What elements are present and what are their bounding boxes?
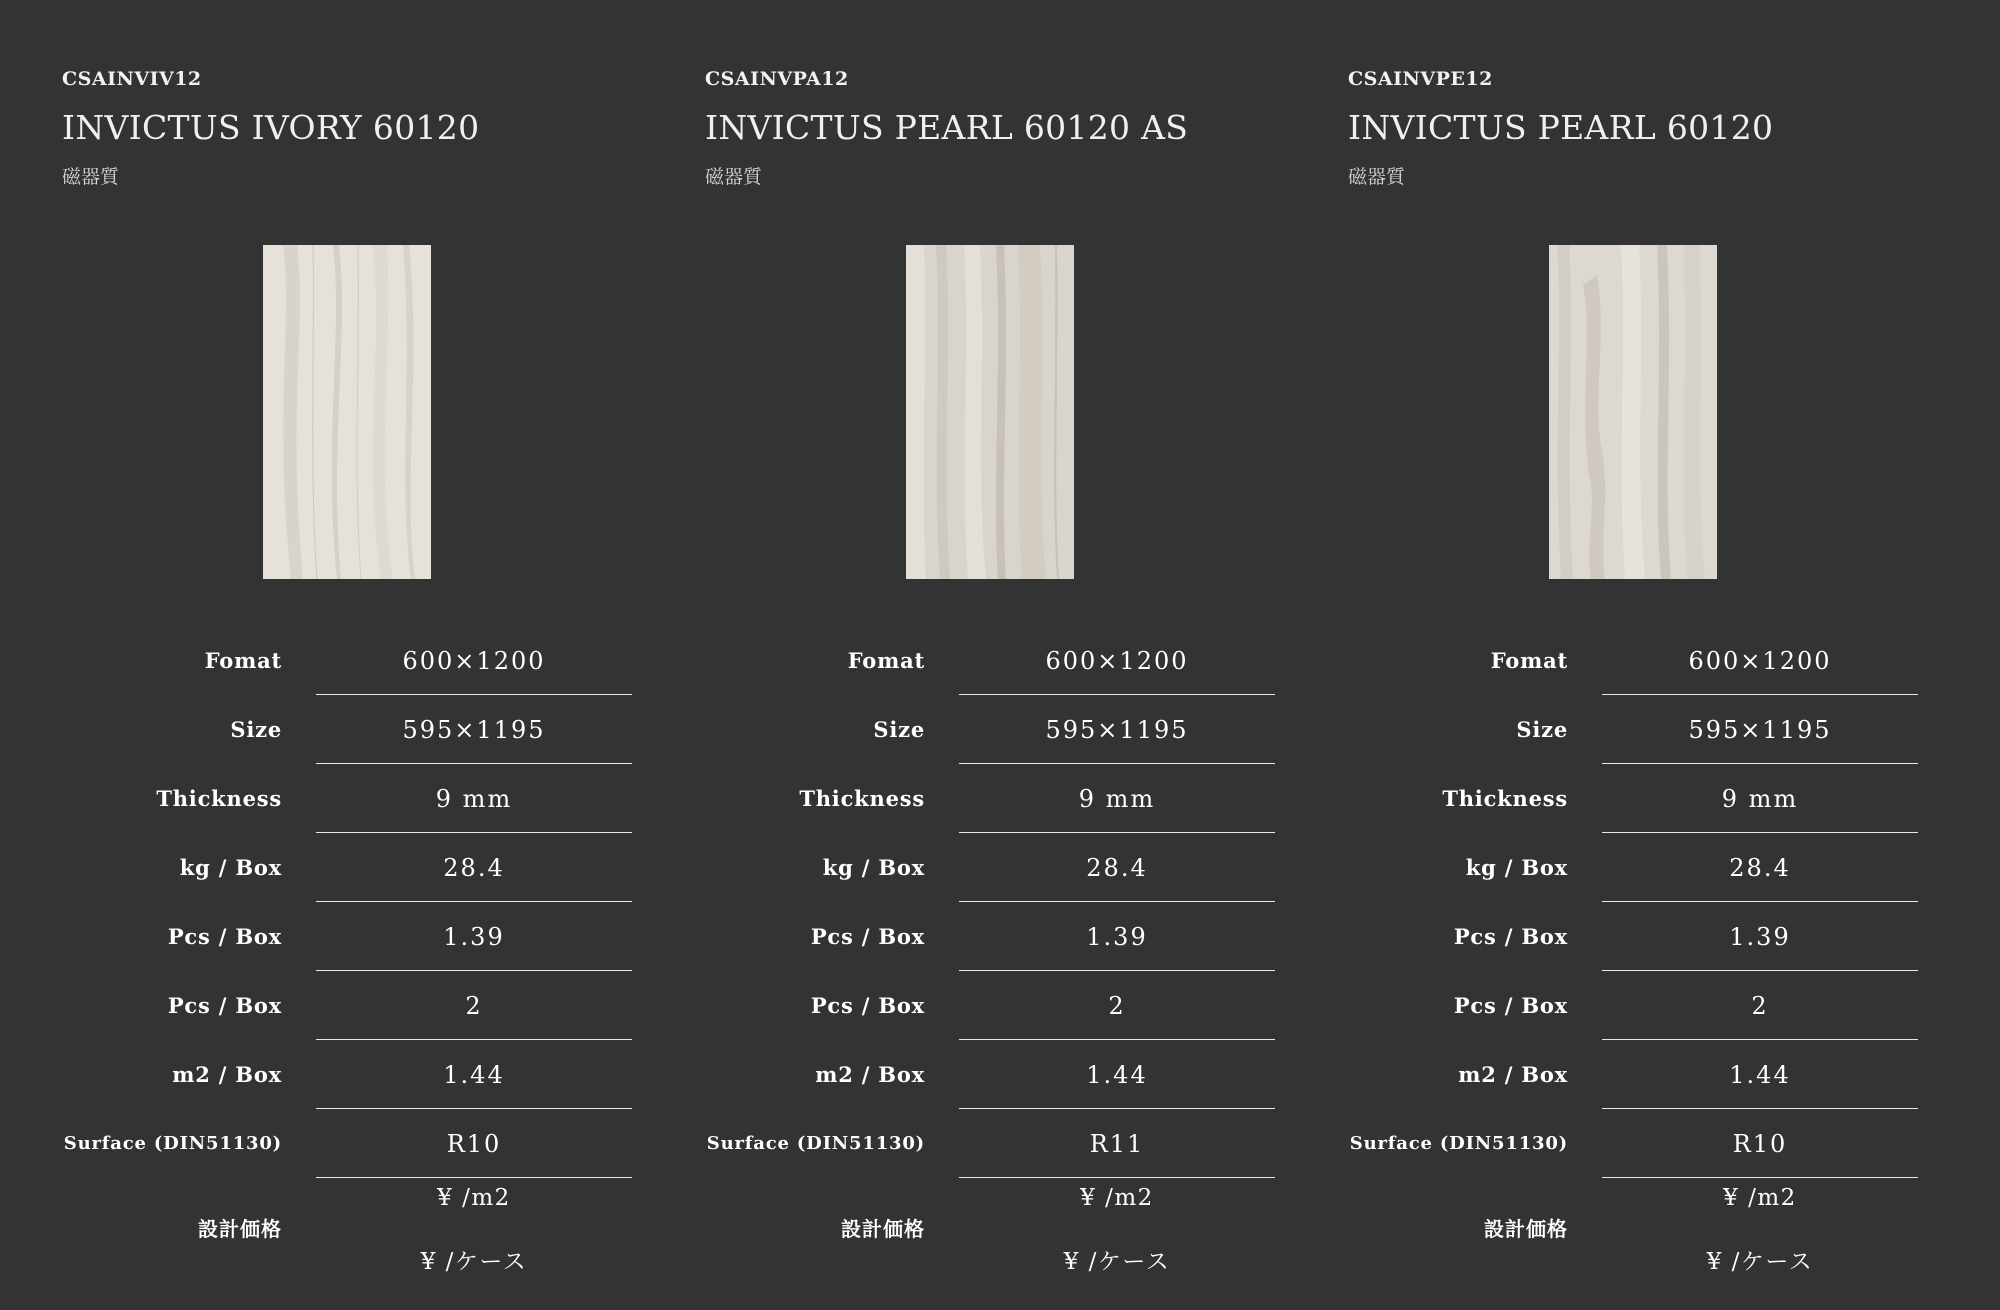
spec-value: 1.44 bbox=[1086, 1060, 1148, 1089]
spec-label: Fomat bbox=[847, 648, 925, 673]
spec-row-size bbox=[705, 695, 1275, 764]
spec-label: m2 / Box bbox=[172, 1062, 282, 1087]
spec-row-pcs-box bbox=[705, 971, 1275, 1040]
spec-row-pcs-box bbox=[1348, 971, 1918, 1040]
spec-label: m2 / Box bbox=[1458, 1062, 1568, 1087]
spec-row-size bbox=[1348, 695, 1918, 764]
spec-label: Size bbox=[873, 717, 925, 742]
price-label: 設計価格 bbox=[841, 1217, 925, 1241]
spec-label: Thickness bbox=[156, 786, 282, 811]
spec-label: Surface (DIN51130) bbox=[1349, 1133, 1568, 1154]
spec-row-thickness bbox=[1348, 764, 1918, 833]
spec-label: Thickness bbox=[1442, 786, 1568, 811]
spec-value: 595×1195 bbox=[402, 715, 546, 744]
spec-label: Pcs / Box bbox=[1453, 993, 1568, 1018]
spec-row-kg-box bbox=[1348, 833, 1918, 902]
spec-label: Fomat bbox=[1490, 648, 1568, 673]
tile-image bbox=[1549, 245, 1717, 579]
spec-value: 600×1200 bbox=[402, 646, 546, 675]
spec-label: Fomat bbox=[204, 648, 282, 673]
spec-row-surface bbox=[62, 1109, 632, 1178]
product-code: CSAINVPA12 bbox=[705, 68, 849, 90]
spec-label: Pcs / Box bbox=[167, 924, 282, 949]
product-material: 磁器質 bbox=[62, 166, 120, 188]
spec-row-pcs-box bbox=[62, 971, 632, 1040]
spec-label: m2 / Box bbox=[815, 1062, 925, 1087]
product-material: 磁器質 bbox=[705, 166, 763, 188]
tile-image bbox=[906, 245, 1074, 579]
spec-row-pcs-box bbox=[705, 902, 1275, 971]
product-card-pearl-as bbox=[705, 0, 1348, 1310]
tile-image bbox=[263, 245, 431, 579]
spec-label: Thickness bbox=[799, 786, 925, 811]
spec-value: R11 bbox=[1089, 1129, 1145, 1158]
price-per-m2: ¥ /m2 bbox=[1723, 1185, 1797, 1211]
spec-label: Pcs / Box bbox=[1453, 924, 1568, 949]
spec-label: Surface (DIN51130) bbox=[63, 1133, 282, 1154]
price-block bbox=[62, 1173, 632, 1293]
product-name: INVICTUS PEARL 60120 bbox=[1348, 108, 1774, 147]
spec-value: 1.44 bbox=[443, 1060, 505, 1089]
spec-value: 28.4 bbox=[443, 853, 505, 882]
spec-row-format bbox=[1348, 626, 1918, 695]
spec-value: 1.39 bbox=[1729, 922, 1791, 951]
spec-value: 1.39 bbox=[1086, 922, 1148, 951]
spec-value: 600×1200 bbox=[1688, 646, 1832, 675]
spec-label: kg / Box bbox=[822, 855, 925, 880]
spec-label: Surface (DIN51130) bbox=[706, 1133, 925, 1154]
spec-value: 595×1195 bbox=[1688, 715, 1832, 744]
spec-row-m2-box bbox=[1348, 1040, 1918, 1109]
product-card-pearl bbox=[1348, 0, 1991, 1310]
product-material: 磁器質 bbox=[1348, 166, 1406, 188]
spec-label: Size bbox=[1516, 717, 1568, 742]
spec-row-pcs-box bbox=[1348, 902, 1918, 971]
spec-value: 600×1200 bbox=[1045, 646, 1189, 675]
price-per-case: ¥ /ケース bbox=[1706, 1249, 1814, 1275]
price-per-case: ¥ /ケース bbox=[1063, 1249, 1171, 1275]
spec-row-thickness bbox=[705, 764, 1275, 833]
spec-value: 9 mm bbox=[1078, 784, 1156, 813]
spec-label: kg / Box bbox=[1465, 855, 1568, 880]
product-name: INVICTUS PEARL 60120 AS bbox=[705, 108, 1189, 147]
product-name: INVICTUS IVORY 60120 bbox=[62, 108, 480, 147]
price-per-case: ¥ /ケース bbox=[420, 1249, 528, 1275]
spec-label: kg / Box bbox=[179, 855, 282, 880]
product-card-ivory bbox=[62, 0, 705, 1310]
spec-value: 28.4 bbox=[1729, 853, 1791, 882]
price-per-m2: ¥ /m2 bbox=[437, 1185, 511, 1211]
price-label: 設計価格 bbox=[1484, 1217, 1568, 1241]
spec-value: 28.4 bbox=[1086, 853, 1148, 882]
spec-value: 1.39 bbox=[443, 922, 505, 951]
price-label: 設計価格 bbox=[198, 1217, 282, 1241]
spec-value: 1.44 bbox=[1729, 1060, 1791, 1089]
price-block bbox=[705, 1173, 1275, 1293]
spec-value: R10 bbox=[1732, 1129, 1788, 1158]
spec-row-m2-box bbox=[62, 1040, 632, 1109]
spec-row-kg-box bbox=[705, 833, 1275, 902]
spec-label: Pcs / Box bbox=[167, 993, 282, 1018]
product-code: CSAINVIV12 bbox=[62, 68, 202, 90]
product-code: CSAINVPE12 bbox=[1348, 68, 1493, 90]
spec-value: R10 bbox=[446, 1129, 502, 1158]
spec-row-surface bbox=[705, 1109, 1275, 1178]
price-per-m2: ¥ /m2 bbox=[1080, 1185, 1154, 1211]
spec-label: Size bbox=[230, 717, 282, 742]
spec-value: 9 mm bbox=[1721, 784, 1799, 813]
spec-value: 2 bbox=[465, 991, 483, 1020]
spec-row-pcs-box bbox=[62, 902, 632, 971]
spec-row-format bbox=[62, 626, 632, 695]
spec-row-thickness bbox=[62, 764, 632, 833]
spec-value: 2 bbox=[1751, 991, 1769, 1020]
spec-value: 9 mm bbox=[435, 784, 513, 813]
spec-row-format bbox=[705, 626, 1275, 695]
spec-row-surface bbox=[1348, 1109, 1918, 1178]
spec-value: 595×1195 bbox=[1045, 715, 1189, 744]
spec-row-m2-box bbox=[705, 1040, 1275, 1109]
spec-label: Pcs / Box bbox=[810, 993, 925, 1018]
spec-value: 2 bbox=[1108, 991, 1126, 1020]
price-block bbox=[1348, 1173, 1918, 1293]
spec-row-kg-box bbox=[62, 833, 632, 902]
spec-label: Pcs / Box bbox=[810, 924, 925, 949]
spec-row-size bbox=[62, 695, 632, 764]
